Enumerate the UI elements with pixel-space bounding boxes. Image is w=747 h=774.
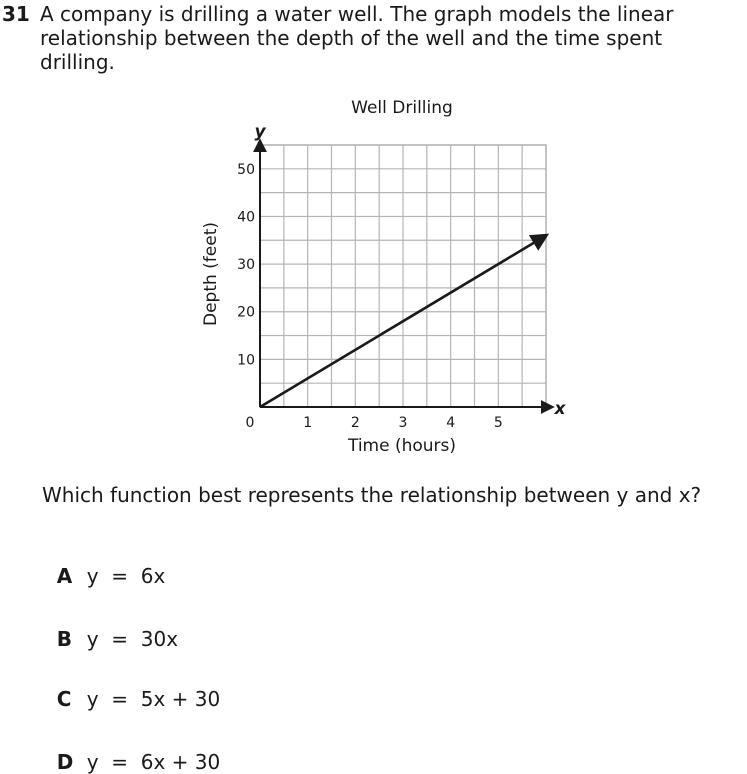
- choice-letter: D: [56, 750, 74, 774]
- choice-letter: C: [56, 687, 72, 711]
- y-axis-letter: y: [254, 122, 266, 142]
- x-tick-label: 2: [350, 415, 360, 431]
- y-tick-label: 50: [237, 161, 255, 178]
- x-axis-letter: x: [554, 399, 566, 419]
- y-axis-label: Depth (feet): [201, 221, 221, 327]
- x-axis-label: Time (hours): [347, 436, 457, 456]
- choice-expression: y = 6x + 30: [86, 750, 221, 774]
- choice-b[interactable]: [44, 603, 178, 651]
- x-tick-label: 5: [493, 415, 503, 431]
- chart-title: Well Drilling: [351, 98, 453, 118]
- y-tick-label: 10: [237, 352, 255, 369]
- choice-expression: y = 30x: [86, 627, 179, 651]
- choice-c[interactable]: [44, 663, 220, 711]
- x-tick-label: 3: [398, 415, 408, 431]
- question-number: 31: [2, 2, 30, 26]
- y-tick-label: 20: [237, 304, 255, 321]
- choice-expression: y = 6x: [86, 564, 166, 588]
- choice-d[interactable]: [44, 726, 220, 774]
- y-tick-label: 40: [237, 209, 255, 226]
- x-tick-label: 1: [303, 415, 313, 431]
- x-tick-label: 0: [245, 415, 255, 431]
- choice-expression: y = 5x + 30: [86, 687, 221, 711]
- choice-letter: B: [56, 627, 72, 651]
- choice-a[interactable]: [44, 540, 165, 588]
- question-text: A company is drilling a water well. The graph models the linear relationship between the depth of the well and the time spent drilling.: [40, 2, 674, 74]
- x-tick-label: 4: [446, 415, 456, 431]
- choice-letter: A: [56, 564, 73, 588]
- y-tick-label: 30: [237, 257, 255, 274]
- question-prompt: Which function best represents the relationship between y and x?: [42, 483, 702, 507]
